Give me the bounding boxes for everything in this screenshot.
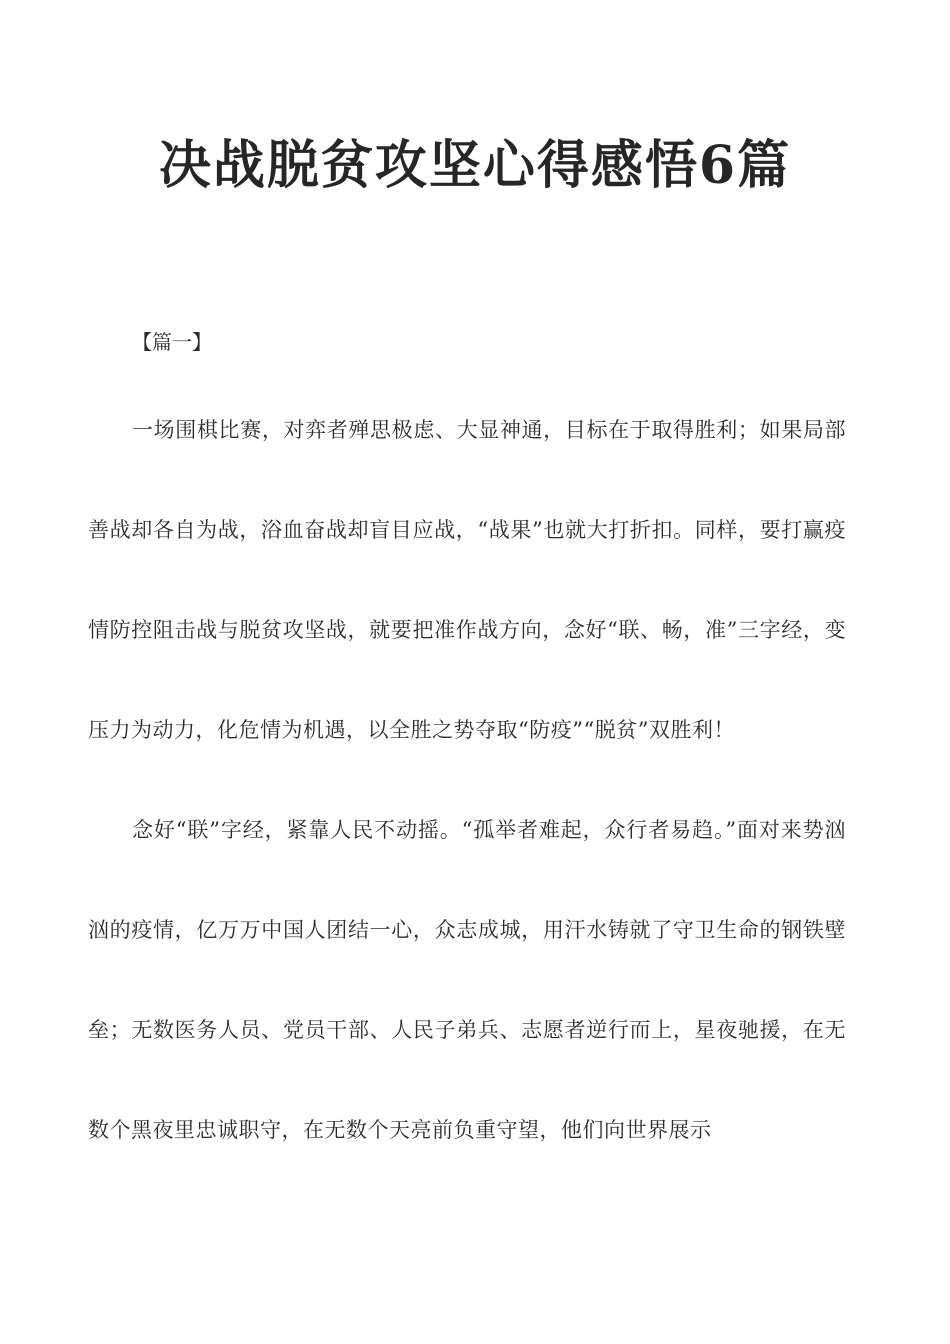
section-heading: 【篇一】 bbox=[132, 330, 212, 354]
paragraph-2: 念好“联”字经，紧靠人民不动摇。“孤举者难起，众行者易趋。”面对来势汹汹的疫情，亿万万中国人团结一心，众志成城，用汗水铸就了守卫生命的钢铁壁垒；无数医务人员、党员干部、人民子弟兵、志愿者逆行而上，星夜驰援，在无数个黑夜里忠诚职守，在无数个天亮前负重守望，他们向世界展示 bbox=[88, 818, 846, 1142]
document-body bbox=[88, 380, 846, 1180]
document-title: 决战脱贫攻坚心得感悟6篇 bbox=[158, 135, 792, 196]
paragraph-1: 一场围棋比赛，对弈者殚思极虑、大显神通，目标在于取得胜利；如果局部善战却各自为战，浴血奋战却盲目应战，“战果”也就大打折扣。同样，要打赢疫情防控阻击战与脱贫攻坚战，就要把准作战方向，念好“联、畅，准”三字经，变压力为动力，化危情为机遇，以全胜之势夺取“防疫”“脱贫”双胜利！ bbox=[88, 418, 846, 742]
